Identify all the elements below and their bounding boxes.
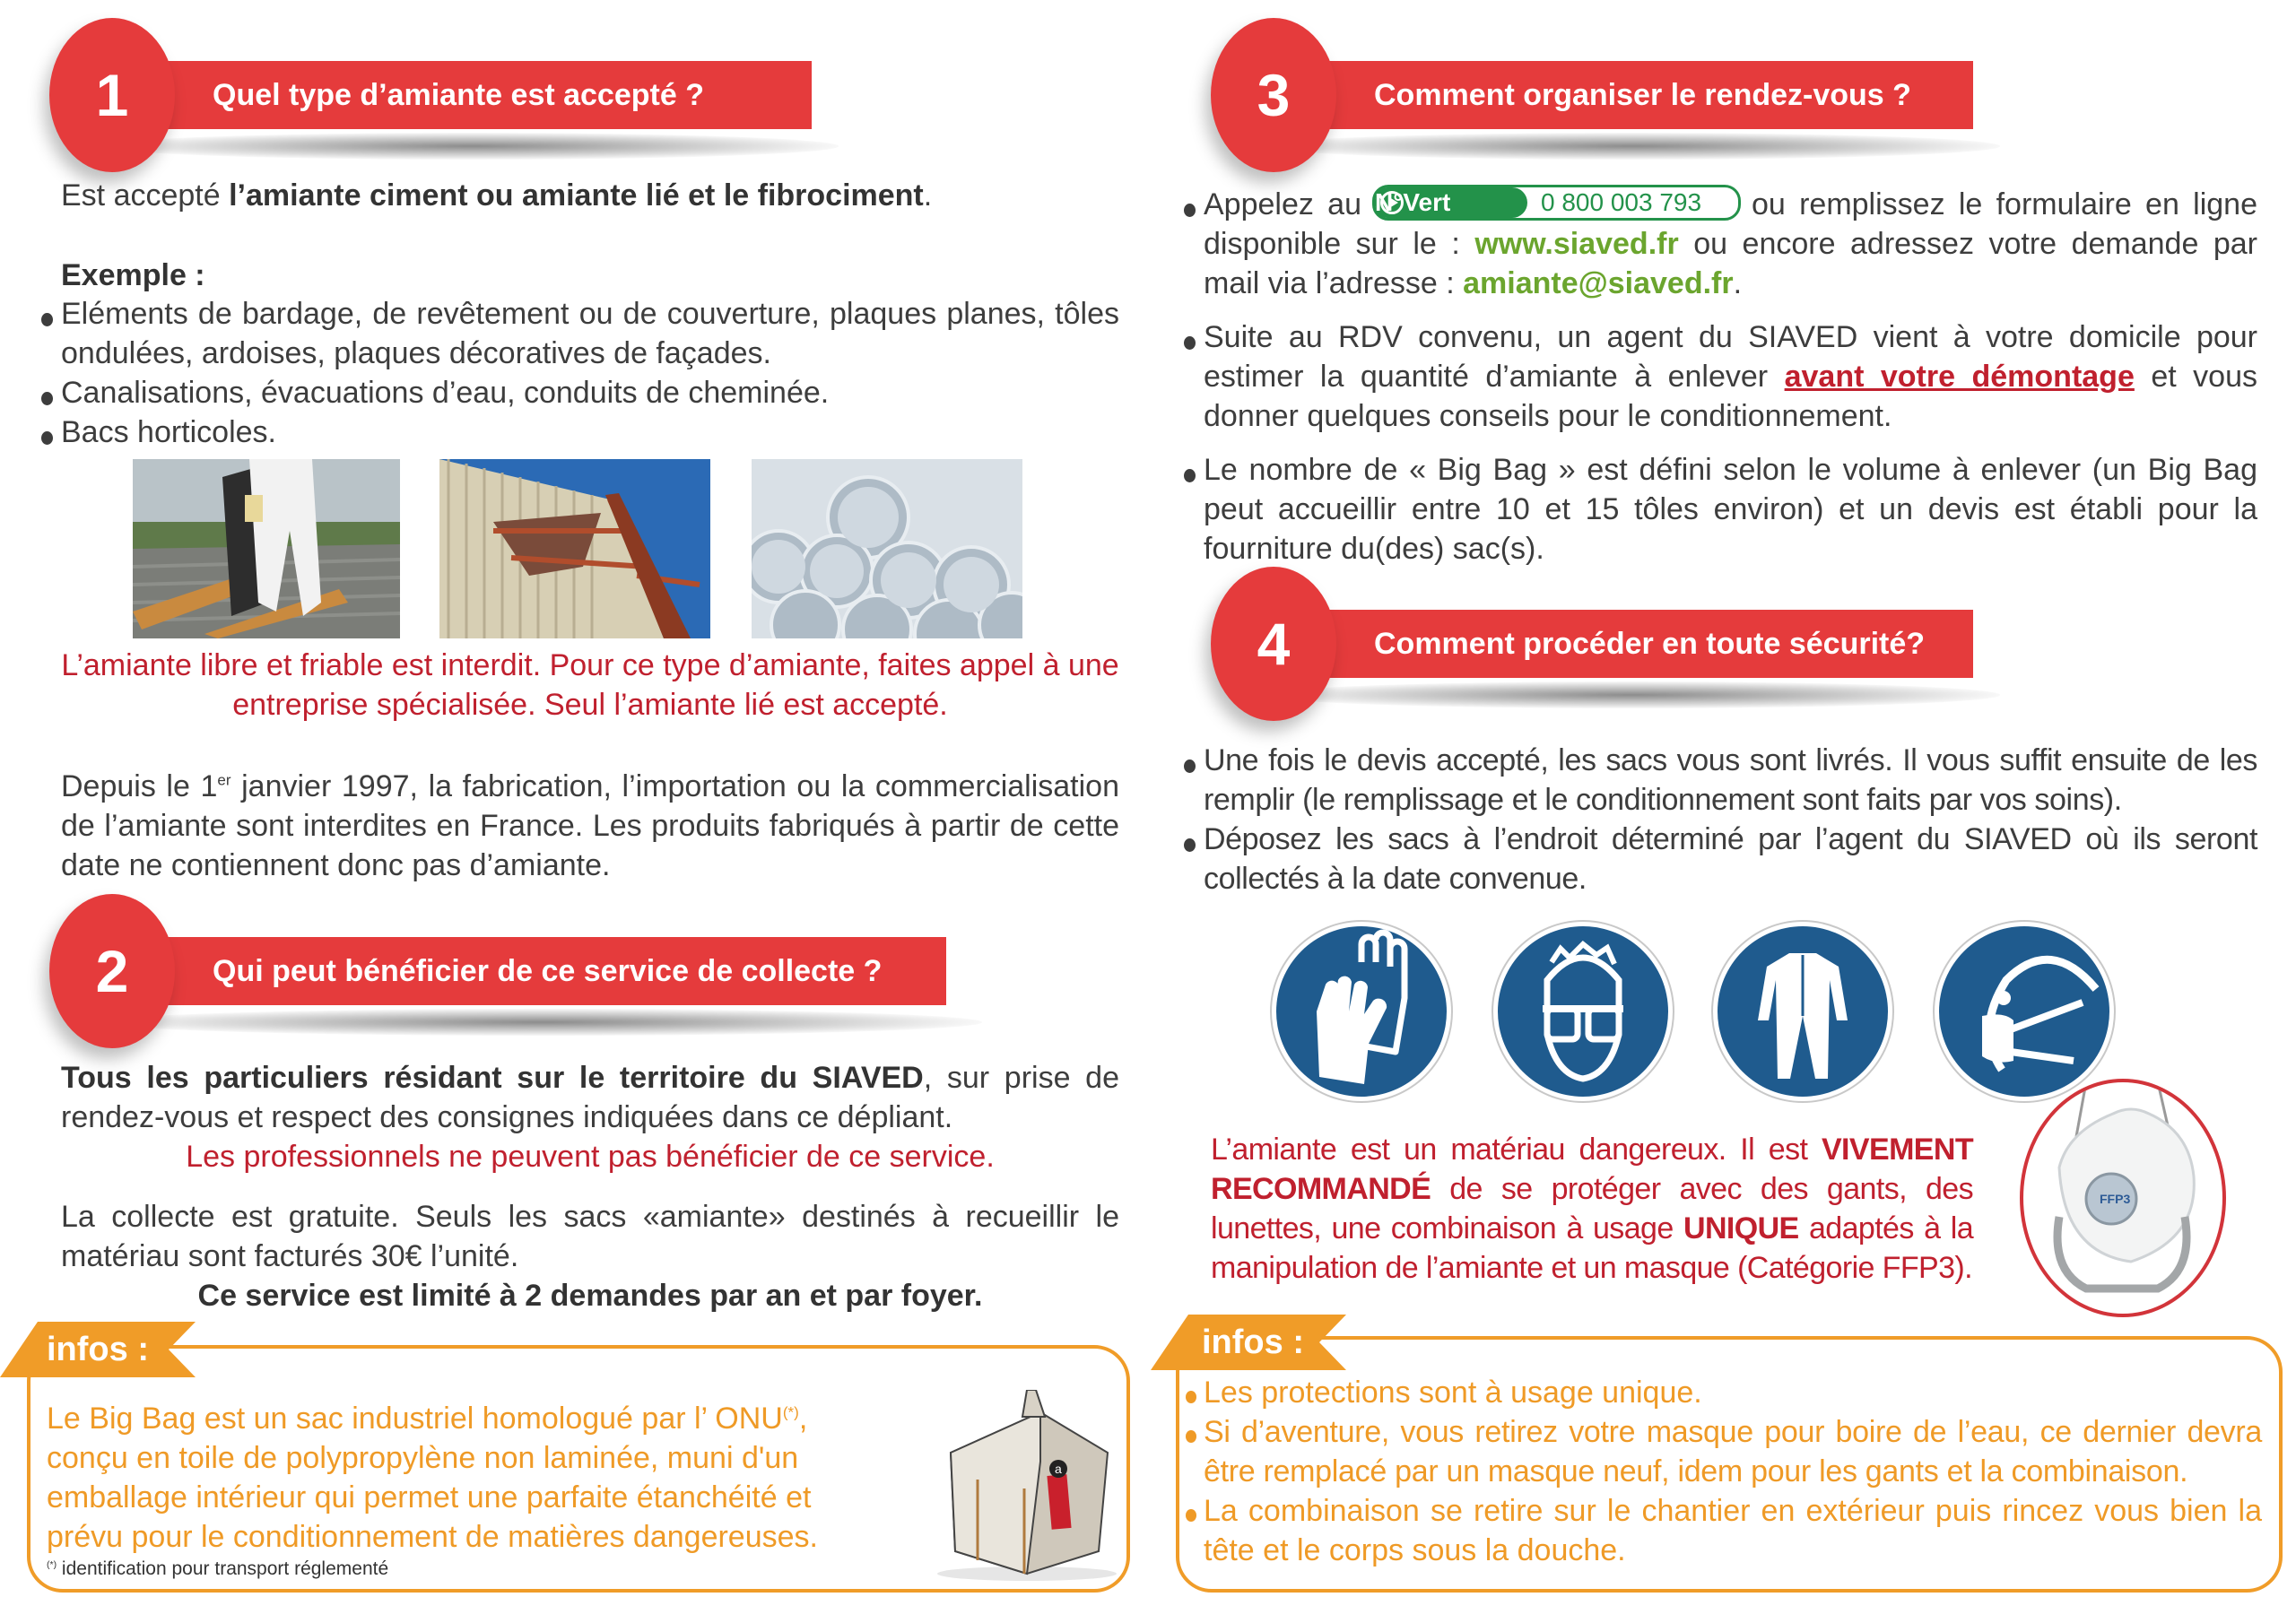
- protection-tips: [1204, 1373, 2262, 1570]
- ffp3-mask-icon: [2023, 1082, 2222, 1314]
- section-4-header: [1211, 567, 1982, 737]
- friable-asbestos-warning: L’amiante libre et friable est interdit. Pour ce type d’amiante, faites appel à une entreprise spécialisée. Seul l’amiante lié est accepté.: [61, 648, 1119, 722]
- email-link[interactable]: amiante@siaved.fr: [1463, 266, 1734, 301]
- accepted-intro: Est accepté l’amiante ciment ou amiante lié et le fibrociment.: [61, 178, 933, 213]
- example-label: Exemple :: [61, 258, 205, 292]
- section-3-header: [1211, 18, 1982, 188]
- transport-footnote: (*) identification pour transport réglementé: [47, 1558, 389, 1579]
- section-title: Qui peut bénéficier de ce service de collecte ?: [213, 954, 883, 988]
- ffp3-mask-photo: [2020, 1079, 2226, 1317]
- gloves-icon: [1276, 926, 1447, 1097]
- eligibility-text: Tous les particuliers résidant sur le territoire du SIAVED, sur prise de rendez-vous et respect des consignes indiquées dans ce dépliant.: [61, 1061, 1119, 1134]
- phone-number[interactable]: 0 800 003 793: [1540, 188, 1702, 217]
- header-shadow: [1265, 133, 2000, 160]
- list-item: Canalisations, évacuations d’eau, conduits de cheminée.: [61, 373, 1119, 412]
- accepted-type: l’amiante ciment ou amiante lié et le fibrociment: [229, 178, 924, 213]
- list-item: La combinaison se retire sur le chantier en extérieur puis rincez vous bien la tête et le corps sous la douche.: [1204, 1491, 2262, 1570]
- novert-phone-badge[interactable]: [1372, 185, 1741, 221]
- photo-illustration: [439, 459, 710, 638]
- asbestos-ban-history: Depuis le 1er janvier 1997, la fabrication, l’importation ou la commercialisation de l’amiante sont interdites en France. Les produits fabriqués à partir de cette date ne contiennent donc pas d’amiante.: [61, 769, 1119, 882]
- list-item: Une fois le devis accepté, les sacs vous sont livrés. Il vous suffit ensuite de les remplir (le remplissage et le conditionnement sont faits par vos soins).: [1204, 741, 2257, 820]
- novert-label: N°Vert: [1374, 188, 1451, 217]
- section-title: Quel type d’amiante est accepté ?: [213, 78, 704, 112]
- header-shadow: [1265, 681, 2000, 708]
- protection-warning: L’amiante est un matériau dangereux. Il est VIVEMENT RECOMMANDÉ de se protéger avec des gants, des lunettes, une combinaison à usage UNIQUE adaptés à la manipulation de l’amiante et un masque (Catégorie FFP3).: [1211, 1133, 1973, 1285]
- photo-illustration: [752, 459, 1022, 638]
- section-title: Comment procéder en toute sécurité?: [1374, 627, 1926, 661]
- svg-text:a: a: [1055, 1462, 1062, 1476]
- safety-steps: [1204, 741, 2257, 898]
- example-list: [61, 294, 1119, 452]
- big-bag-icon: [924, 1390, 1130, 1587]
- list-item: Déposez les sacs à l’endroit déterminé par l’agent du SIAVED où ils seront collectés à la date convenue.: [1204, 820, 2257, 898]
- list-item: Si d’aventure, vous retirez votre masque pour boire de l’eau, ce dernier devra être remplacé par un masque neuf, idem pour les gants et la combinaison.: [1204, 1412, 2262, 1491]
- before-dismantling-emphasis: avant votre démontage: [1784, 360, 2135, 395]
- section-title: Comment organiser le rendez-vous ?: [1374, 78, 1911, 112]
- infos-label: infos :: [1202, 1324, 1304, 1361]
- coverall-icon: [1718, 926, 1888, 1097]
- list-item: Les protections sont à usage unique.: [1204, 1373, 2262, 1412]
- safety-goggles-icon: [1498, 926, 1668, 1097]
- list-item: Appelez au N°Vert 0 800 003 793 ou remplissez le formulaire en ligne disponible sur le : www.siaved.fr ou encore adressez votre demande par mail via l’adresse : amiante@siaved.fr.: [1204, 185, 2257, 303]
- list-item: Bacs horticoles.: [61, 412, 1119, 452]
- request-limit: Ce service est limité à 2 demandes par an et par foyer.: [197, 1279, 983, 1313]
- asbestos-cement-pipes-photo: [752, 459, 1022, 638]
- website-link[interactable]: www.siaved.fr: [1474, 227, 1679, 262]
- mask-label: FFP3: [2100, 1192, 2131, 1206]
- big-bag-description: Le Big Bag est un sac industriel homologué par l’ ONU(*), conçu en toile de polypropylène non laminée, muni d'un emballage intérieur qui permet une parfaite étanchéité et prévu pour le conditionnement de matières dangereuses.: [47, 1402, 818, 1554]
- list-item: Suite au RDV convenu, un agent du SIAVED vient à votre domicile pour estimer la quantité d’amiante à enlever avant votre démontage et vous donner quelques conseils pour le conditionnement.: [1204, 317, 2257, 436]
- section-1-header: [49, 18, 821, 188]
- section-number: 3: [1257, 62, 1291, 128]
- list-item: Le nombre de « Big Bag » est défini selon le volume à enlever (un Big Bag peut accueillir entre 10 et 15 tôles environ) et un devis est établi pour la fourniture du(des) sac(s).: [1204, 450, 2257, 568]
- big-bag-illustration: [924, 1390, 1130, 1587]
- corrugated-asbestos-roof-photo: [439, 459, 710, 638]
- header-shadow: [103, 1009, 982, 1036]
- play-arrow-icon: [1380, 191, 1404, 214]
- respirator-mask-icon: [1939, 926, 2109, 1097]
- appointment-steps: [1204, 185, 2257, 568]
- section-number: 1: [95, 62, 129, 128]
- section-number: 4: [1257, 611, 1291, 677]
- section-number: 2: [95, 938, 129, 1004]
- professionals-warning: Les professionnels ne peuvent pas bénéficier de ce service.: [186, 1140, 995, 1174]
- infos-label: infos :: [47, 1331, 149, 1368]
- pricing-text: La collecte est gratuite. Seuls les sacs «amiante» destinés à recueillir le matériau sont facturés 30€ l’unité.: [61, 1200, 1119, 1273]
- header-shadow: [103, 133, 839, 160]
- list-item: Eléments de bardage, de revêtement ou de couverture, plaques planes, tôles ondulées, ardoises, plaques décoratives de façades.: [61, 294, 1119, 373]
- section-2-header: [49, 894, 955, 1064]
- photo-illustration: [133, 459, 400, 638]
- worker-removing-asbestos-roof-photo: [133, 459, 400, 638]
